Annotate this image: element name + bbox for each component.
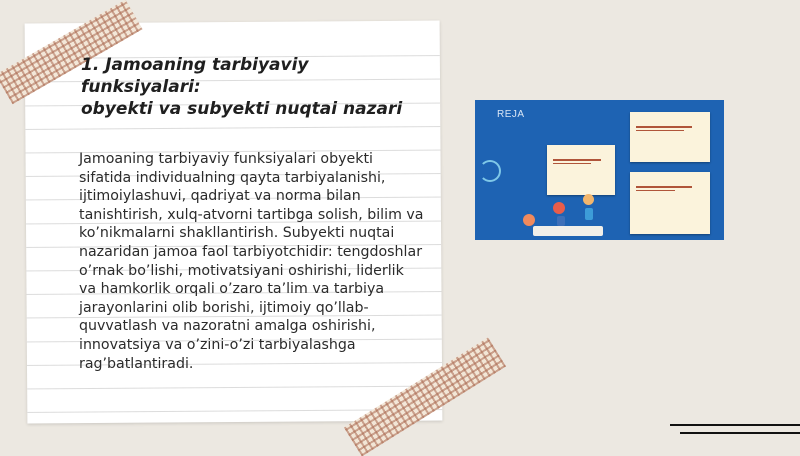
decorative-lines <box>670 424 800 434</box>
thumbnail-card <box>630 112 710 162</box>
children-illustration <box>513 192 613 236</box>
card-text-lines <box>553 159 601 166</box>
rug-shape <box>533 226 603 236</box>
card-text-lines <box>636 186 692 193</box>
decorative-line <box>670 424 800 426</box>
slide-thumbnail[interactable] <box>475 100 724 240</box>
slide-title <box>81 54 431 120</box>
card-text-lines <box>636 126 692 133</box>
child-figure <box>523 214 535 226</box>
squiggle-decoration <box>479 160 501 182</box>
thumbnail-title: REJA <box>497 109 525 120</box>
thumbnail-card <box>547 145 615 195</box>
slide-body-text: Jamoaning tarbiyaviy funksiyalari obyekti sifatida individualning qayta tarbiyalanishi, ijtimoiylashuvi, qadriyat va norma bilan tanishtirish, xulq-atvorni tartibga solish, bilim va ko’nikmalarni shakllantirish. Subyekti nuqtai nazaridan jamoa faol tarbiyotchidir: tengdoshlar o’rnak bo’lishi, motivatsiyani oshirishi, liderlik va hamkorlik orqali o’zaro ta’lim va tarbiya jarayonlarini olib borishi, ijtimoiy qo’llab-quvvatlash va nazoratni amalga oshirishi, innovatsiya va o’zini-o’zi tarbiyalashga rag’batlantiradi. <box>79 151 424 372</box>
child-figure <box>553 202 565 214</box>
thumbnail-card <box>630 172 710 234</box>
child-figure <box>557 216 565 226</box>
child-figure <box>583 194 594 205</box>
slide-title-line1: 1. Jamoaning tarbiyaviy funksiyalari: <box>81 55 309 97</box>
child-figure <box>585 208 593 220</box>
slide-title-line2: obyekti va subyekti nuqtai nazari <box>81 99 403 119</box>
decorative-line <box>680 432 800 434</box>
